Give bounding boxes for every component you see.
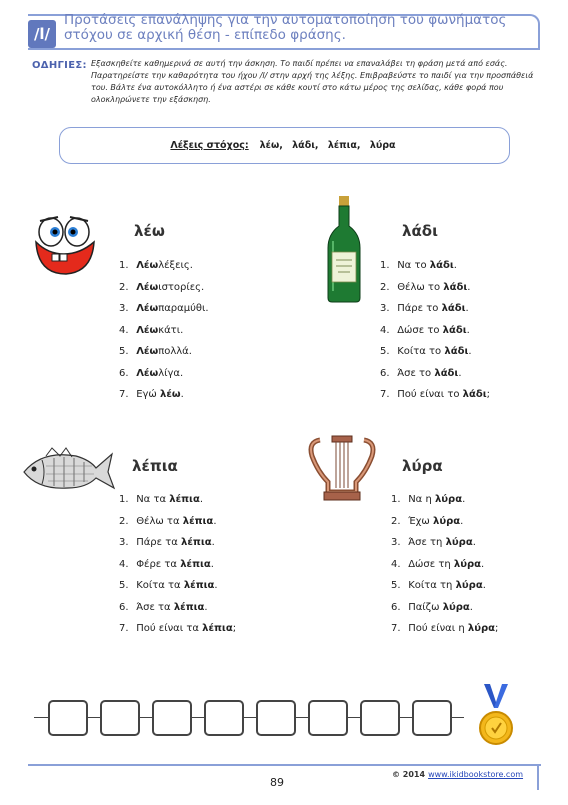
sticker-box[interactable] [256,700,296,736]
sticker-box[interactable] [204,700,244,736]
item-pre: Δώσε τη [408,558,451,570]
item-number: 2. [380,281,390,293]
item-rest: . [480,558,485,570]
item-pre: Να το [397,260,427,271]
item-number: 3. [391,537,401,548]
list-item [119,494,236,516]
page-number: 89 [270,776,284,789]
item-rest: . [460,515,464,527]
item-number: 5. [380,346,390,357]
item-rest: παραμύθι. [158,303,209,314]
item-number: 4. [119,324,129,336]
item-rest: . [199,494,204,505]
target-word: λύρα [433,515,461,527]
item-number: 6. [119,367,129,379]
target-word: λάδι [443,281,468,293]
header-underline [28,48,540,50]
list-item [391,623,498,645]
list-item [119,368,209,390]
item-pre: Παίζω [408,601,440,613]
item-rest: . [214,580,218,591]
item-pre: Να τα [136,494,167,505]
target-word: Λέω [136,281,159,293]
item-number: 4. [391,558,401,570]
item-rest: . [462,494,466,505]
item-number: 7. [391,623,401,634]
sticker-box[interactable] [308,700,348,736]
item-number: 1. [380,260,390,271]
item-rest: . [211,537,215,548]
website-link[interactable]: www.ikidbookstore.com [428,770,524,779]
list-item [380,303,490,325]
sticker-box[interactable] [412,700,452,736]
item-rest: κάτι. [158,324,184,336]
item-number: 5. [119,346,129,357]
sentence-list-lepia [119,494,236,645]
item-pre: Άσε τη [408,537,443,548]
target-word: λύρα [455,580,483,591]
item-pre: Κοίτα τα [136,580,181,591]
item-number: 2. [391,515,401,527]
item-pre: Φέρε τα [136,558,178,570]
item-rest: . [466,324,470,336]
target-word: λάδι [441,303,466,314]
list-item [119,623,236,645]
copyright-text: © 2014 [392,770,426,779]
target-word: Λέω [136,260,159,271]
item-pre: Άσε τα [136,601,171,613]
target-word: λέπια [183,580,215,591]
target-word: λύρα [467,623,495,634]
target-word: λάδι [434,367,459,379]
section-title-ladi: λάδι [402,222,438,240]
item-rest: . [467,281,471,293]
list-item [119,537,236,559]
list-item [380,389,490,411]
target-word: Λέω [136,346,159,357]
item-rest: πολλά. [158,346,192,357]
list-item [119,516,236,538]
item-pre: Δώσε το [397,324,440,336]
sentence-list-lyra [391,494,498,645]
list-item [119,580,236,602]
target-word: λέπια [182,515,214,527]
target-word: λύρα [442,601,470,613]
list-item [119,559,236,581]
item-number: 2. [119,281,129,293]
target-word: λέπια [173,601,205,613]
target-word: λάδι [462,389,487,400]
item-rest: ιστορίες. [158,281,205,293]
footer-line [28,764,541,766]
item-pre: Άσε το [397,367,432,379]
list-item [380,368,490,390]
target-word: λέπια [180,558,211,570]
item-pre: Κοίτα τη [408,580,453,591]
item-number: 6. [119,601,129,613]
item-pre: Να η [408,494,432,505]
fish-icon [16,444,116,496]
item-pre: Κοίτα το [397,346,442,357]
page-title: Προτάσεις επανάληψης για την αυτοματοποίηση του φωνήματος στόχου σε αρχική θέση - επίπεδο φράσης. [64,12,507,43]
target-word: λύρα [445,537,473,548]
sticker-box[interactable] [100,700,140,736]
list-item [380,325,490,347]
target-word: Λέω [136,324,159,336]
item-number: 3. [380,303,390,314]
target-word: Λέω [136,367,159,379]
list-item [119,346,209,368]
item-pre: Πού είναι το [397,389,460,400]
list-item [119,325,209,347]
item-number: 4. [380,324,390,336]
list-item [391,559,498,581]
list-item [119,282,209,304]
wine-bottle-icon [324,196,364,304]
lyre-icon [306,432,378,502]
item-pre: Εγώ [136,389,157,400]
list-item [380,346,490,368]
item-number: 1. [119,494,129,505]
item-rest: . [472,537,476,548]
list-item [391,516,498,538]
item-pre: Έχω [408,515,430,527]
item-number: 1. [391,494,401,505]
target-word: λέπια [169,494,200,505]
target-word: λάδι [429,260,454,271]
target-word: λάδι [442,324,467,336]
list-item [391,602,498,624]
section-title-lepia: λέπια [132,457,178,475]
list-item [119,602,236,624]
item-rest: . [180,389,184,400]
target-word: λέπια [202,623,233,634]
item-number: 5. [391,580,401,591]
instructions-label: ΟΔΗΓΙΕΣ: [32,60,87,71]
target-words-label: Λέξεις στόχος: [170,140,249,151]
item-number: 6. [391,601,401,613]
item-pre: Πού είναι τα [136,623,199,634]
item-rest: . [204,601,208,613]
cartoon-face-icon [30,214,100,279]
item-rest: . [213,515,217,527]
item-pre: Πάρε το [397,303,439,314]
target-word: λύρα [453,558,481,570]
target-word: λέω [160,389,181,400]
item-number: 7. [119,389,129,400]
list-item [119,260,209,282]
item-number: 7. [380,389,390,400]
target-word: λύρα [369,140,396,151]
item-rest: . [210,558,214,570]
item-rest: λίγα. [158,367,184,379]
item-number: 6. [380,367,390,379]
item-pre: Θέλω τα [136,515,180,527]
target-words-list [257,140,399,151]
item-rest: ; [486,389,490,400]
sticker-boxes-row [34,700,464,736]
sticker-box[interactable] [48,700,88,736]
section-title-lyra: λύρα [402,457,443,475]
target-word: λέω, [259,140,283,151]
item-number: 4. [119,558,129,570]
item-pre: Πού είναι η [408,623,465,634]
item-rest: . [468,346,472,357]
list-item [380,282,490,304]
item-rest: . [482,580,486,591]
list-item [119,303,209,325]
item-rest: . [458,367,462,379]
footer-corner [537,764,539,790]
target-word: λέπια [181,537,212,548]
item-rest: . [453,260,457,271]
target-word: λάδι, [292,140,319,151]
item-number: 5. [119,580,129,591]
item-rest: ; [494,623,499,634]
item-rest: ; [232,623,237,634]
item-rest: . [469,601,473,613]
target-words-box [59,127,510,164]
list-item [391,537,498,559]
target-word: Λέω [136,303,159,314]
item-rest: . [465,303,469,314]
instructions-text: Εξασκηθείτε καθημερινά σε αυτή την άσκηση. Το παιδί πρέπει να επαναλάβει τη φράση μετά από εσάς. Παρατηρείστε την καθαρότητα του ήχου /l/ στην αρχή της λέξης. Επιβραβεύστε το παιδί για την προσπάθειά του. Βάλτε ένα αυτοκόλλητο ή ένα αστέρι σε κάθε κουτί στο κάτω μέρος της σελίδας, κάθε φορά που ολοκληρώνετε την εξάσκηση. [91,59,534,104]
item-pre: Θέλω το [397,281,441,293]
target-word: λέπια, [327,140,361,151]
list-item [380,260,490,282]
sticker-box[interactable] [360,700,400,736]
list-item [119,389,209,411]
item-number: 2. [119,515,129,527]
list-item [391,494,498,516]
sentence-list-leo [119,260,209,411]
section-title-leo: λέω [134,222,165,240]
target-word: λύρα [434,494,463,505]
sound-tag: /l/ [28,20,56,48]
copyright [392,770,523,779]
item-rest: λέξεις. [158,260,193,271]
sticker-box[interactable] [152,700,192,736]
item-pre: Πάρε τα [136,537,178,548]
list-item [391,580,498,602]
medal-icon [478,684,514,746]
item-number: 7. [119,623,129,634]
item-number: 3. [119,537,129,548]
sentence-list-ladi [380,260,490,411]
item-number: 3. [119,303,129,314]
target-word: λάδι [444,346,469,357]
item-number: 1. [119,260,129,271]
